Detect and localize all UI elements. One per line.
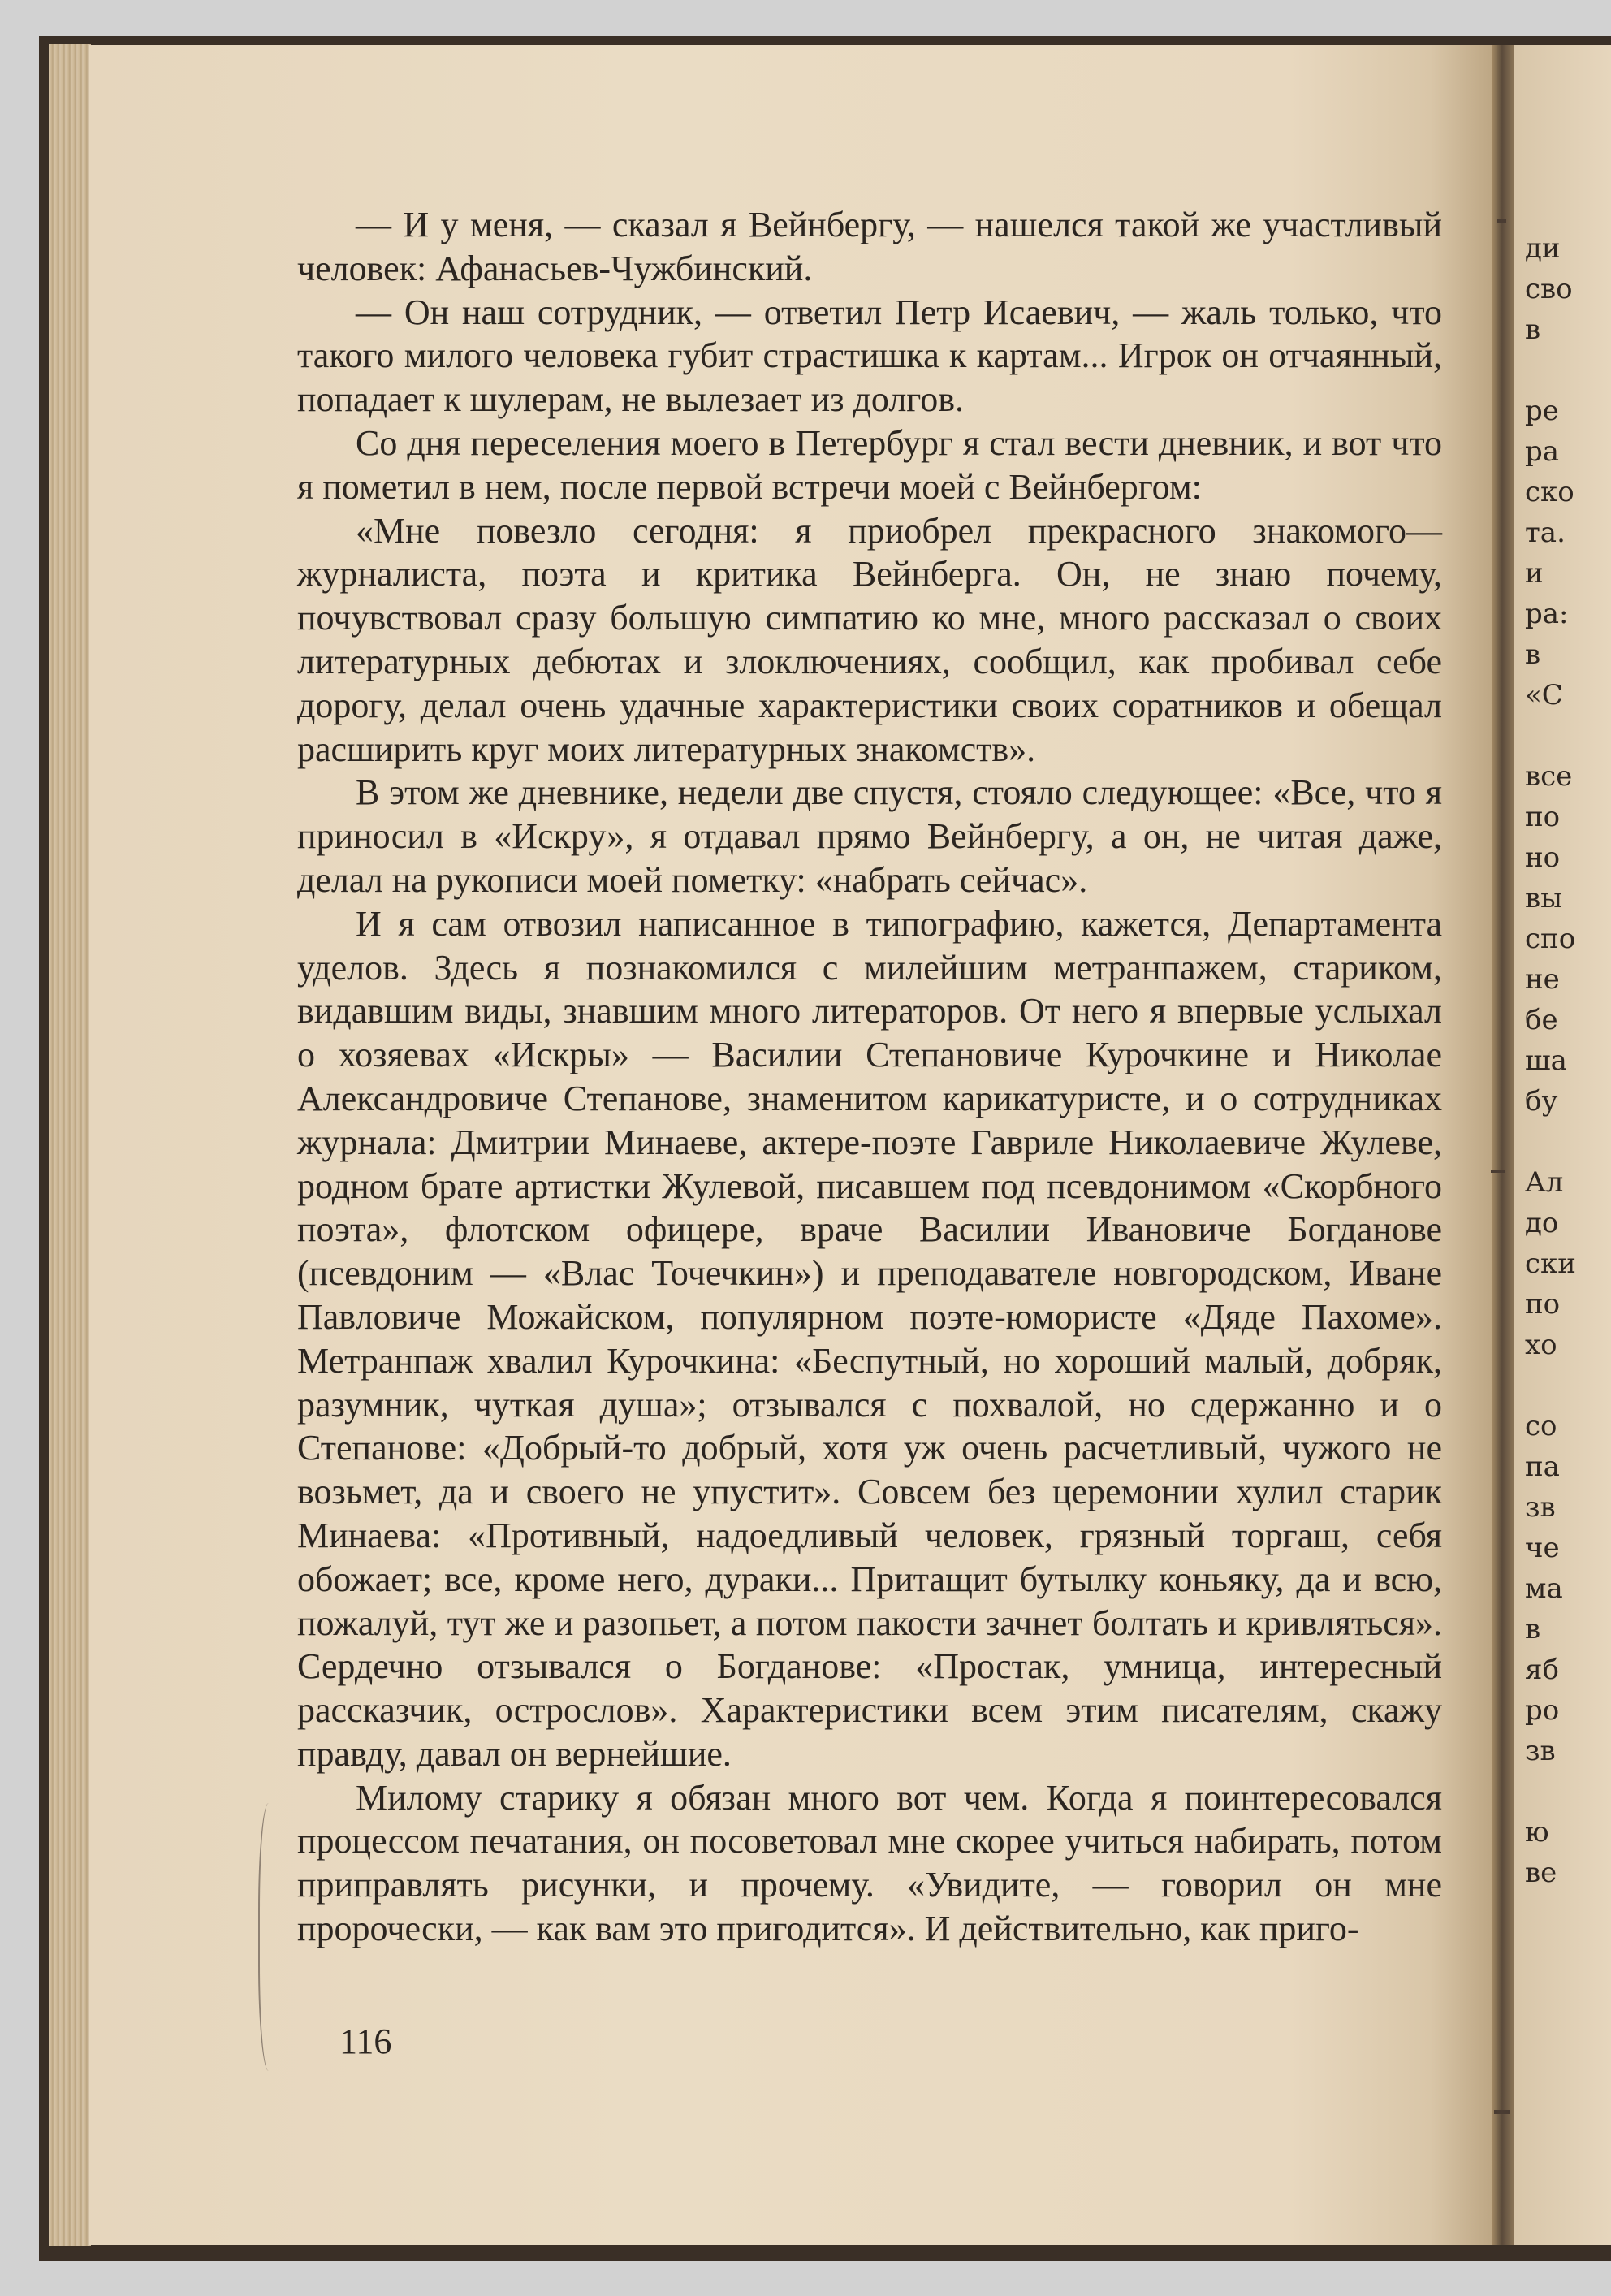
pencil-mark: [258, 1803, 284, 2071]
facing-page-fragment: че: [1525, 1532, 1560, 1564]
page-number: 116: [339, 2021, 392, 2061]
facing-page-fragment: зв: [1525, 1491, 1556, 1524]
facing-page-fragment: все: [1525, 760, 1573, 793]
facing-page-fragment: сво: [1525, 273, 1573, 305]
facing-page-fragment: ра: [1525, 435, 1560, 468]
paragraph: И я сам отвозил написанное в типографию, кажется, Департамента уделов. Здесь я познакомился с милейшим метранпажем, стариком, видавшим виды, знавшим много литераторов. От него я впервые услыхал о хозяевах «Искры» — Василии Степановиче Курочкине и Николае Александровиче Степанове, знаменитом карикатуристе, и о сотрудниках журнала: Дмитрии Минаеве, актере-поэте Гавриле Николаевиче Жулеве, родном брате артистки Жулевой, писавшем под псевдонимом «Скорбного поэта», флотском офицере, враче Василии Ивановиче Богданове (псевдоним — «Влас Точечкин») и преподавателе новгородском, Иване Павловиче Можайском, популярном поэте-юмористе «Дяде Пахоме». Метранпаж хвалил Курочкина: «Беспутный, но хороший малый, добряк, разумник, чуткая душа»; отзывался с похвалой, но сдержанно и о Степанове: «Добрый-то добрый, хотя уж очень расчетливый, чужого не возьмет, да и своего не упустит». Совсем без церемонии хулил старик Минаева: «Противный, надоедливый человек, грязный торгаш, себя обожает; все, кроме него, дураки... Притащит бутылку коньяку, да и всю, пожалуй, тут же и разопьет, а потом пакости зачнет болтать и кривляться». Сердечно отзывался о Богданове: «Простак, умница, интересный рассказчик, острослов». Характеристики всем этим писателям, скажу правду, давал он вернейшие.: [297, 903, 1442, 1774]
facing-page-fragment: ве: [1525, 1857, 1557, 1889]
facing-page-fragment: та.: [1525, 517, 1566, 549]
facing-page-fragment: до: [1525, 1207, 1559, 1239]
gutter-mark: [1497, 219, 1506, 223]
facing-page-fragment: со: [1525, 1410, 1557, 1442]
paragraph: — Он наш сотрудник, — ответил Петр Исаевич, — жаль только, что такого милого человека губит страстишка к картам... Игрок он отчаянный, попадает к шулерам, не вылезает из долгов.: [297, 292, 1442, 420]
facing-page-fragment: не: [1525, 963, 1560, 996]
facing-page-fragment: спо: [1525, 923, 1576, 955]
facing-page-fragment: по: [1525, 801, 1561, 833]
facing-page-fragment: но: [1525, 841, 1561, 874]
facing-page-fragment: ски: [1525, 1247, 1576, 1280]
facing-page-fragment: в: [1525, 313, 1541, 346]
facing-page-fragment: бе: [1525, 1004, 1558, 1036]
book-page-edges: [49, 44, 91, 2246]
facing-page-fragment: ша: [1525, 1044, 1567, 1077]
facing-page-fragment: Ал: [1525, 1166, 1564, 1199]
paragraph: «Мне повезло сегодня: я приобрел прекрасного знакомого—журналиста, поэта и критика Вейнберга. Он, не знаю почему, почувствовал сразу большую симпатию ко мне, много рассказал о своих литературных дебютах и злоключениях, сообщил, как пробивал себе дорогу, делал очень удачные характеристики своих соратников и обещал расширить круг моих литературных знакомств».: [297, 510, 1442, 769]
facing-page-fragment: зв: [1525, 1735, 1556, 1767]
facing-page-fragment: ди: [1525, 232, 1561, 265]
paragraph: В этом же дневнике, недели две спустя, стояло следующее: «Все, что я приносил в «Искру», я отдавал прямо Вейнбергу, а он, не читая даже, делал на рукописи моей пометку: «набрать сейчас».: [297, 772, 1442, 900]
facing-page-fragment: бу: [1525, 1085, 1558, 1118]
facing-page-fragment: в: [1525, 638, 1541, 671]
book-page-right: [1514, 45, 1611, 2245]
facing-page-fragment: яб: [1525, 1654, 1559, 1686]
book-spine: [1492, 45, 1514, 2245]
paragraph: — И у меня, — сказал я Вейнбергу, — нашелся такой же участливый человек: Афанасьев-Чужбинский.: [297, 205, 1442, 288]
facing-page-fragment: по: [1525, 1288, 1561, 1321]
gutter-mark: [1491, 1170, 1505, 1173]
gutter-mark: [1494, 2110, 1510, 2114]
paragraph: Со дня переселения моего в Петербург я стал вести дневник, и вот что я пометил в нем, после первой встречи моей с Вейнбергом:: [297, 422, 1442, 507]
facing-page-fragment: ро: [1525, 1694, 1560, 1727]
facing-page-fragment: в: [1525, 1613, 1541, 1645]
facing-page-fragment: и: [1525, 557, 1544, 590]
facing-page-fragment: хо: [1525, 1329, 1557, 1361]
facing-page-fragment: ма: [1525, 1572, 1563, 1605]
facing-page-fragment: ре: [1525, 395, 1559, 427]
facing-page-fragment: ско: [1525, 476, 1574, 508]
paragraph: Милому старику я обязан много вот чем. Когда я поинтересовался процессом печатания, он посоветовал мне скорее учиться набирать, потом приправлять рисунки, и прочему. «Увидите, — говорил он мне пророчески, — как вам это пригодится». И действительно, как приго-: [297, 1777, 1442, 1949]
facing-page-fragment: ю: [1525, 1816, 1549, 1848]
facing-page-fragment: вы: [1525, 882, 1563, 915]
page-body-text: [297, 203, 1442, 1951]
facing-page-fragment: ра:: [1525, 598, 1569, 630]
facing-page-fragment: «С: [1525, 679, 1563, 711]
facing-page-fragment: па: [1525, 1451, 1560, 1483]
